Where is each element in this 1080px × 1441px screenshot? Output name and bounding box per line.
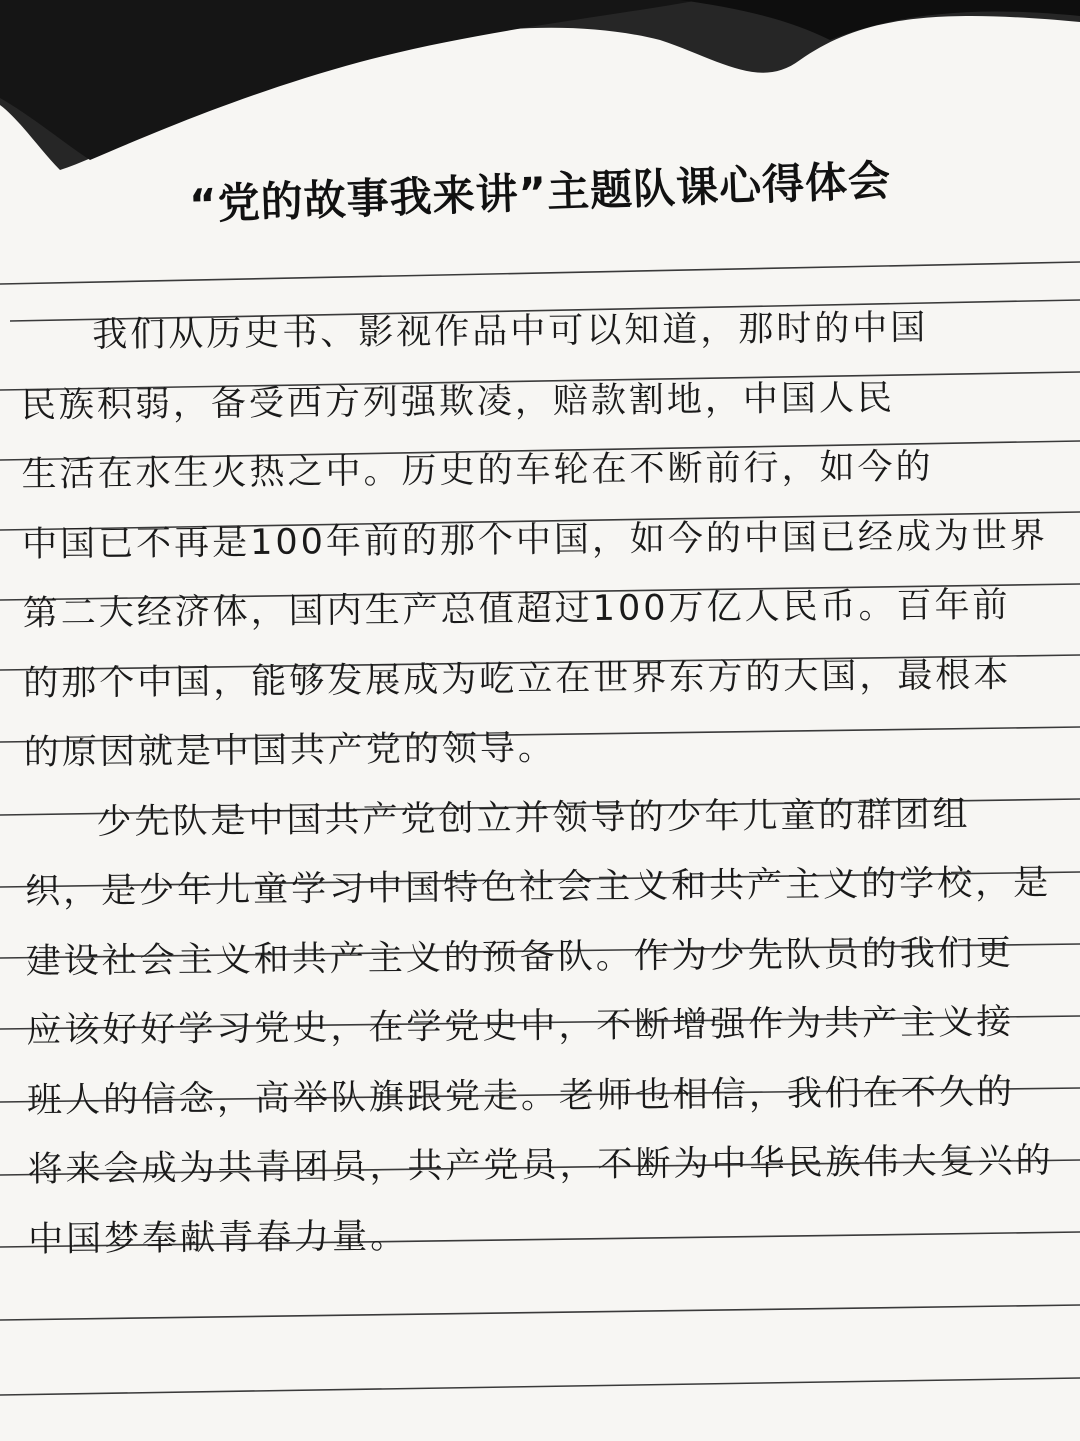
text-line: 中国梦奉献青春力量。: [28, 1216, 409, 1260]
text-line: 的那个中国，能够发展成为屹立在世界东方的大国，最根本: [23, 654, 1012, 704]
text-line: 我们从历史书、影视作品中可以知道，那时的中国: [92, 308, 929, 356]
text-line: 生活在水生火热之中。历史的车轮在不断前行，如今的: [21, 447, 934, 495]
text-line: 织，是少年儿童学习中国特色社会主义和共产主义的学校，是: [24, 863, 1052, 912]
text-line: 第二大经济体，国内生产总值超过100万亿人民币。百年前: [22, 585, 1011, 634]
text-line: 应该好好学习党史，在学党史中，不断增强作为共产主义接: [26, 1002, 1015, 1051]
page-title: “党的故事我来讲”主题队课心得体会: [188, 155, 892, 230]
handwritten-body: [20, 293, 1068, 1275]
text-line: 少先队是中国共产党创立并领导的少年儿童的群团组: [96, 794, 971, 842]
text-line: 中国已不再是100年前的那个中国，如今的中国已经成为世界: [21, 515, 1049, 565]
text-line: 将来会成为共青团员，共产党员，不断为中华民族伟大复兴的: [27, 1141, 1054, 1190]
text-line: 建设社会主义和共产主义的预备队。作为少先队员的我们更: [25, 932, 1014, 982]
text-line: 的原因就是中国共产党的领导。: [23, 728, 557, 773]
text-line: 班人的信念，高举队旗跟党走。老师也相信，我们在不久的: [26, 1071, 1016, 1121]
text-line: 民族积弱，备受西方列强欺凌，赔款割地，中国人民: [20, 377, 896, 426]
